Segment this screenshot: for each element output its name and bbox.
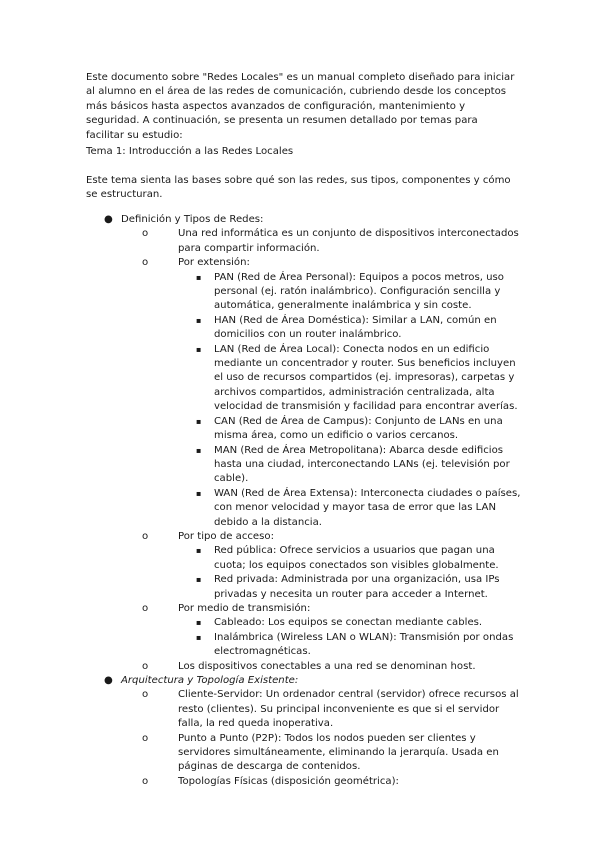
bullet-icon: o	[142, 228, 149, 240]
list-text: LAN (Red de Área Local): Conecta nodos en un edificio mediante un concentrador y router. Sus beneficios incluyen el uso de recursos compartidos (ej. impresoras), carpetas y archivos compartidos, administración centralizada, alta velocidad de transmisión y facilidad para encontrar averías.	[214, 343, 518, 413]
list-text: Una red informática es un conjunto de dispositivos interconectados para compartir información.	[178, 228, 519, 254]
intro-paragraph: Este documento sobre "Redes Locales" es un manual completo diseñado para iniciar al alumno en el área de las redes de comunicación, cubriendo desde los conceptos más básicos hasta aspectos avanzados de configuración, mantenimiento y seguridad. A continuación, se presenta un resumen detallado por temas para facilitar su estudio:	[86, 72, 515, 141]
list-item	[196, 314, 524, 343]
bullet-icon: ●	[104, 214, 113, 225]
list-item	[196, 415, 524, 444]
list-item	[196, 343, 524, 415]
list-text: Cliente-Servidor: Un ordenador central (servidor) ofrece recursos al resto (clientes). Su principal inconveniente es que si el servidor falla, la red queda inoperativa.	[178, 689, 519, 730]
list-item	[104, 213, 524, 674]
section-title: Definición y Tipos de Redes:	[121, 214, 264, 225]
list-item	[142, 227, 524, 256]
bullet-icon: ▪	[196, 344, 202, 354]
list-item	[142, 688, 524, 731]
list-text: PAN (Red de Área Personal): Equipos a pocos metros, uso personal (ej. ratón inalámbrico). Configuración sencilla y automática, generalmente inalámbrica y sin coste.	[214, 271, 504, 312]
bullet-icon: ▪	[196, 315, 202, 325]
list-text: Los dispositivos conectables a una red se denominan host.	[178, 660, 476, 672]
list-item	[196, 444, 524, 487]
list-item	[196, 271, 524, 314]
list-item	[142, 602, 524, 660]
bullet-icon: o	[142, 602, 149, 614]
list-text: MAN (Red de Área Metropolitana): Abarca desde edificios hasta una ciudad, interconectando LANs (ej. televisión por cable).	[214, 444, 510, 485]
list-item	[142, 530, 524, 602]
list-item	[196, 631, 524, 660]
bullet-icon: ▪	[196, 575, 202, 585]
list-item	[142, 775, 524, 789]
bullet-icon: o	[142, 530, 149, 542]
list-item	[142, 256, 524, 530]
list-text: WAN (Red de Área Extensa): Interconecta ciudades o países, con menor velocidad y mayor tasa de error que las LAN debido a la distancia.	[214, 487, 521, 528]
list-text: HAN (Red de Área Doméstica): Similar a LAN, común en domicilios con un router inalámbrico.	[214, 314, 497, 341]
bullet-icon: ▪	[196, 488, 202, 498]
topic-heading: Tema 1: Introducción a las Redes Locales	[86, 146, 294, 157]
list-text: Por tipo de acceso:	[178, 530, 274, 542]
bullet-icon: ▪	[196, 416, 202, 426]
bullet-icon: ▪	[196, 618, 202, 628]
list-item	[104, 674, 524, 789]
list-text: Red pública: Ofrece servicios a usuarios que pagan una cuota; los equipos conectados son visibles globalmente.	[214, 545, 499, 571]
bullet-icon: o	[142, 775, 149, 787]
list-text: Por medio de transmisión:	[178, 602, 311, 614]
list-item	[142, 732, 524, 775]
list-text: Cableado: Los equipos se conectan mediante cables.	[214, 617, 483, 629]
bullet-icon: ▪	[196, 632, 202, 642]
bullet-icon: o	[142, 257, 149, 269]
list-item	[196, 544, 524, 573]
list-text: CAN (Red de Área de Campus): Conjunto de LANs en una misma área, como un edificio o varios cercanos.	[214, 415, 503, 442]
list-item	[142, 660, 524, 674]
topic-description: Este tema sienta las bases sobre qué son las redes, sus tipos, componentes y cómo se estructuran.	[86, 175, 511, 201]
bullet-icon: ▪	[196, 546, 202, 556]
outline-list	[104, 213, 524, 789]
list-text: Topologías Físicas (disposición geométrica):	[178, 775, 399, 787]
section-title: Arquitectura y Topología Existente:	[121, 675, 299, 686]
bullet-icon: ●	[104, 675, 113, 686]
list-item	[196, 487, 524, 530]
bullet-icon: ▪	[196, 445, 202, 455]
list-text: Inalámbrica (Wireless LAN o WLAN): Transmisión por ondas electromagnéticas.	[214, 631, 514, 658]
list-text: Por extensión:	[178, 257, 250, 269]
list-item	[196, 616, 524, 630]
list-text: Red privada: Administrada por una organización, usa IPs privadas y necesita un router para acceder a Internet.	[214, 574, 500, 600]
bullet-icon: ▪	[196, 272, 202, 282]
bullet-icon: o	[142, 689, 149, 701]
list-item	[196, 573, 524, 602]
list-text: Punto a Punto (P2P): Todos los nodos pueden ser clientes y servidores simultáneamente, eliminando la jerarquía. Usada en páginas de descarga de contenidos.	[178, 732, 499, 773]
bullet-icon: o	[142, 732, 149, 744]
bullet-icon: o	[142, 660, 149, 672]
